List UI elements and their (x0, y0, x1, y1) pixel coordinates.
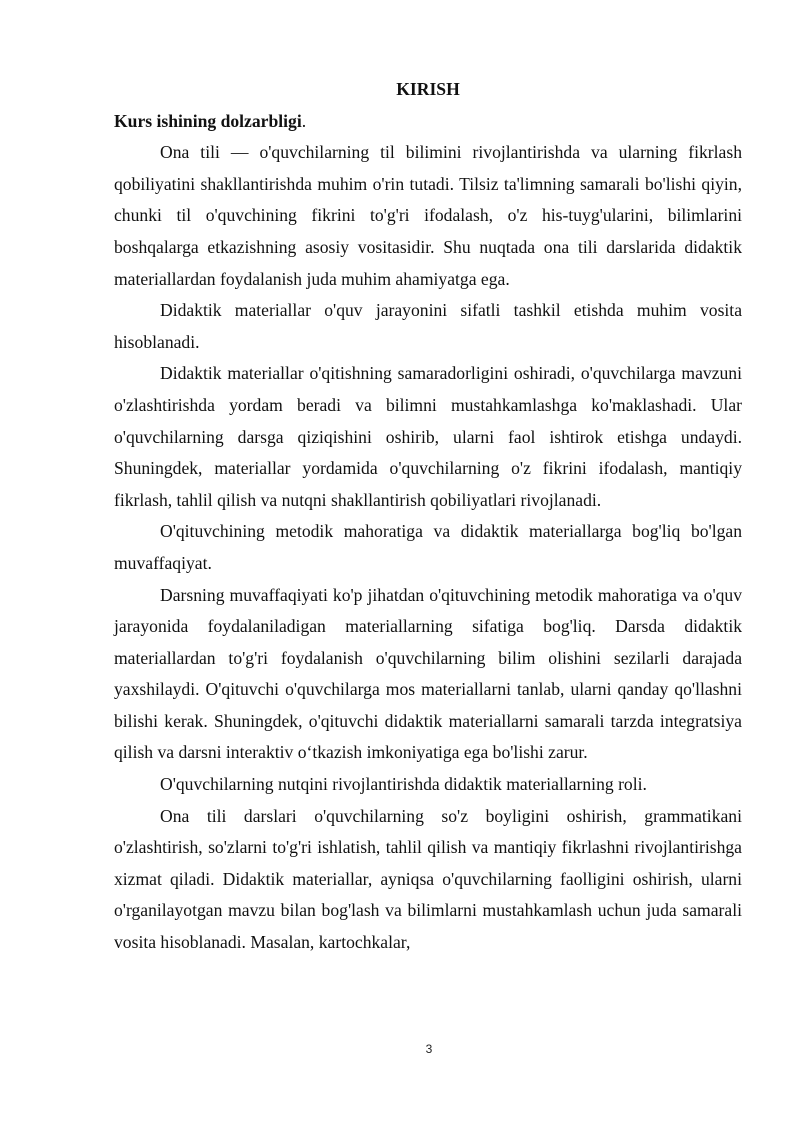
subheading-text: Kurs ishining dolzarbligi (114, 110, 302, 131)
paragraph: Darsning muvaffaqiyati ko'p jihatdan o'qituvchining metodik mahoratiga va o'quv jarayonida foydalaniladigan materiallarning sifatiga bog'liq. Darsda didaktik materiallardan to'g'ri foydalanish o'quvchilarning bilim olishini sezilarli darajada yaxshilaydi. O'qituvchi o'quvchilarga mos materiallarni tanlab, ularni qanday qo'llashni bilishi kerak. Shuningdek, o'qituvchi didaktik materiallarni samarali tarzda integratsiya qilish va darsni interaktiv o‘tkazish imkoniyatiga ega bo'lishi zarur. (114, 584, 742, 763)
paragraph: Didaktik materiallar o'qitishning samaradorligini oshiradi, o'quvchilarga mavzuni o'zlashtirishda yordam beradi va bilimni mustahkamlashga ko'maklashadi. Ular o'quvchilarning darsga qiziqishini oshirib, ularni faol ishtirok etishga undaydi. Shuningdek, materiallar yordamida o'quvchilarning o'z fikrini ifodalash, mantiqiy fikrlash, tahlil qilish va nutqni shakllantirish qobiliyatlari rivojlanadi. (114, 363, 742, 510)
paragraph: Ona tili darslari o'quvchilarning so'z boyligini oshirish, grammatikani o'zlashtirish, so'zlarni to'g'ri ishlatish, tahlil qilish va mantiqiy fikrlashni rivojlantirishga xizmat qiladi. Didaktik materiallar, ayniqsa o'quvchilarning faolligini oshirish, ularni o'rganilayotgan mavzu bilan bog'lash va bilimlarni mustahkamlash uchun juda samarali vosita hisoblanadi. Masalan, kartochkalar, (114, 805, 742, 953)
paragraph: Didaktik materiallar o'quv jarayonini sifatli tashkil etishda muhim vosita hisoblanadi. (114, 300, 742, 352)
page-number: 3 (425, 1042, 433, 1056)
document-body (114, 74, 742, 959)
page-title: KIRISH (396, 79, 460, 99)
subheading-suffix: . (301, 110, 307, 131)
section-subheading (114, 106, 742, 138)
paragraph: O'quvchilarning nutqini rivojlantirishda didaktik materiallarning roli. (160, 774, 647, 795)
paragraph: Ona tili — o'quvchilarning til bilimini rivojlantirishda va ularning fikrlash qobiliyatini shakllantirishda muhim o'rin tutadi. Tilsiz ta'limning samarali bo'lishi qiyin, chunki til o'quvchining fikrini to'g'ri ifodalash, o'z his-tuyg'ularini, bilimlarini boshqalarga etkazishning asosiy vositasidir. Shu nuqtada ona tili darslarida didaktik materiallardan foydalanish juda muhim ahamiyatga ega. (114, 142, 742, 289)
paragraph: O'qituvchining metodik mahoratiga va didaktik materiallarga bog'liq bo'lgan muvaffaqiyat. (114, 521, 742, 573)
